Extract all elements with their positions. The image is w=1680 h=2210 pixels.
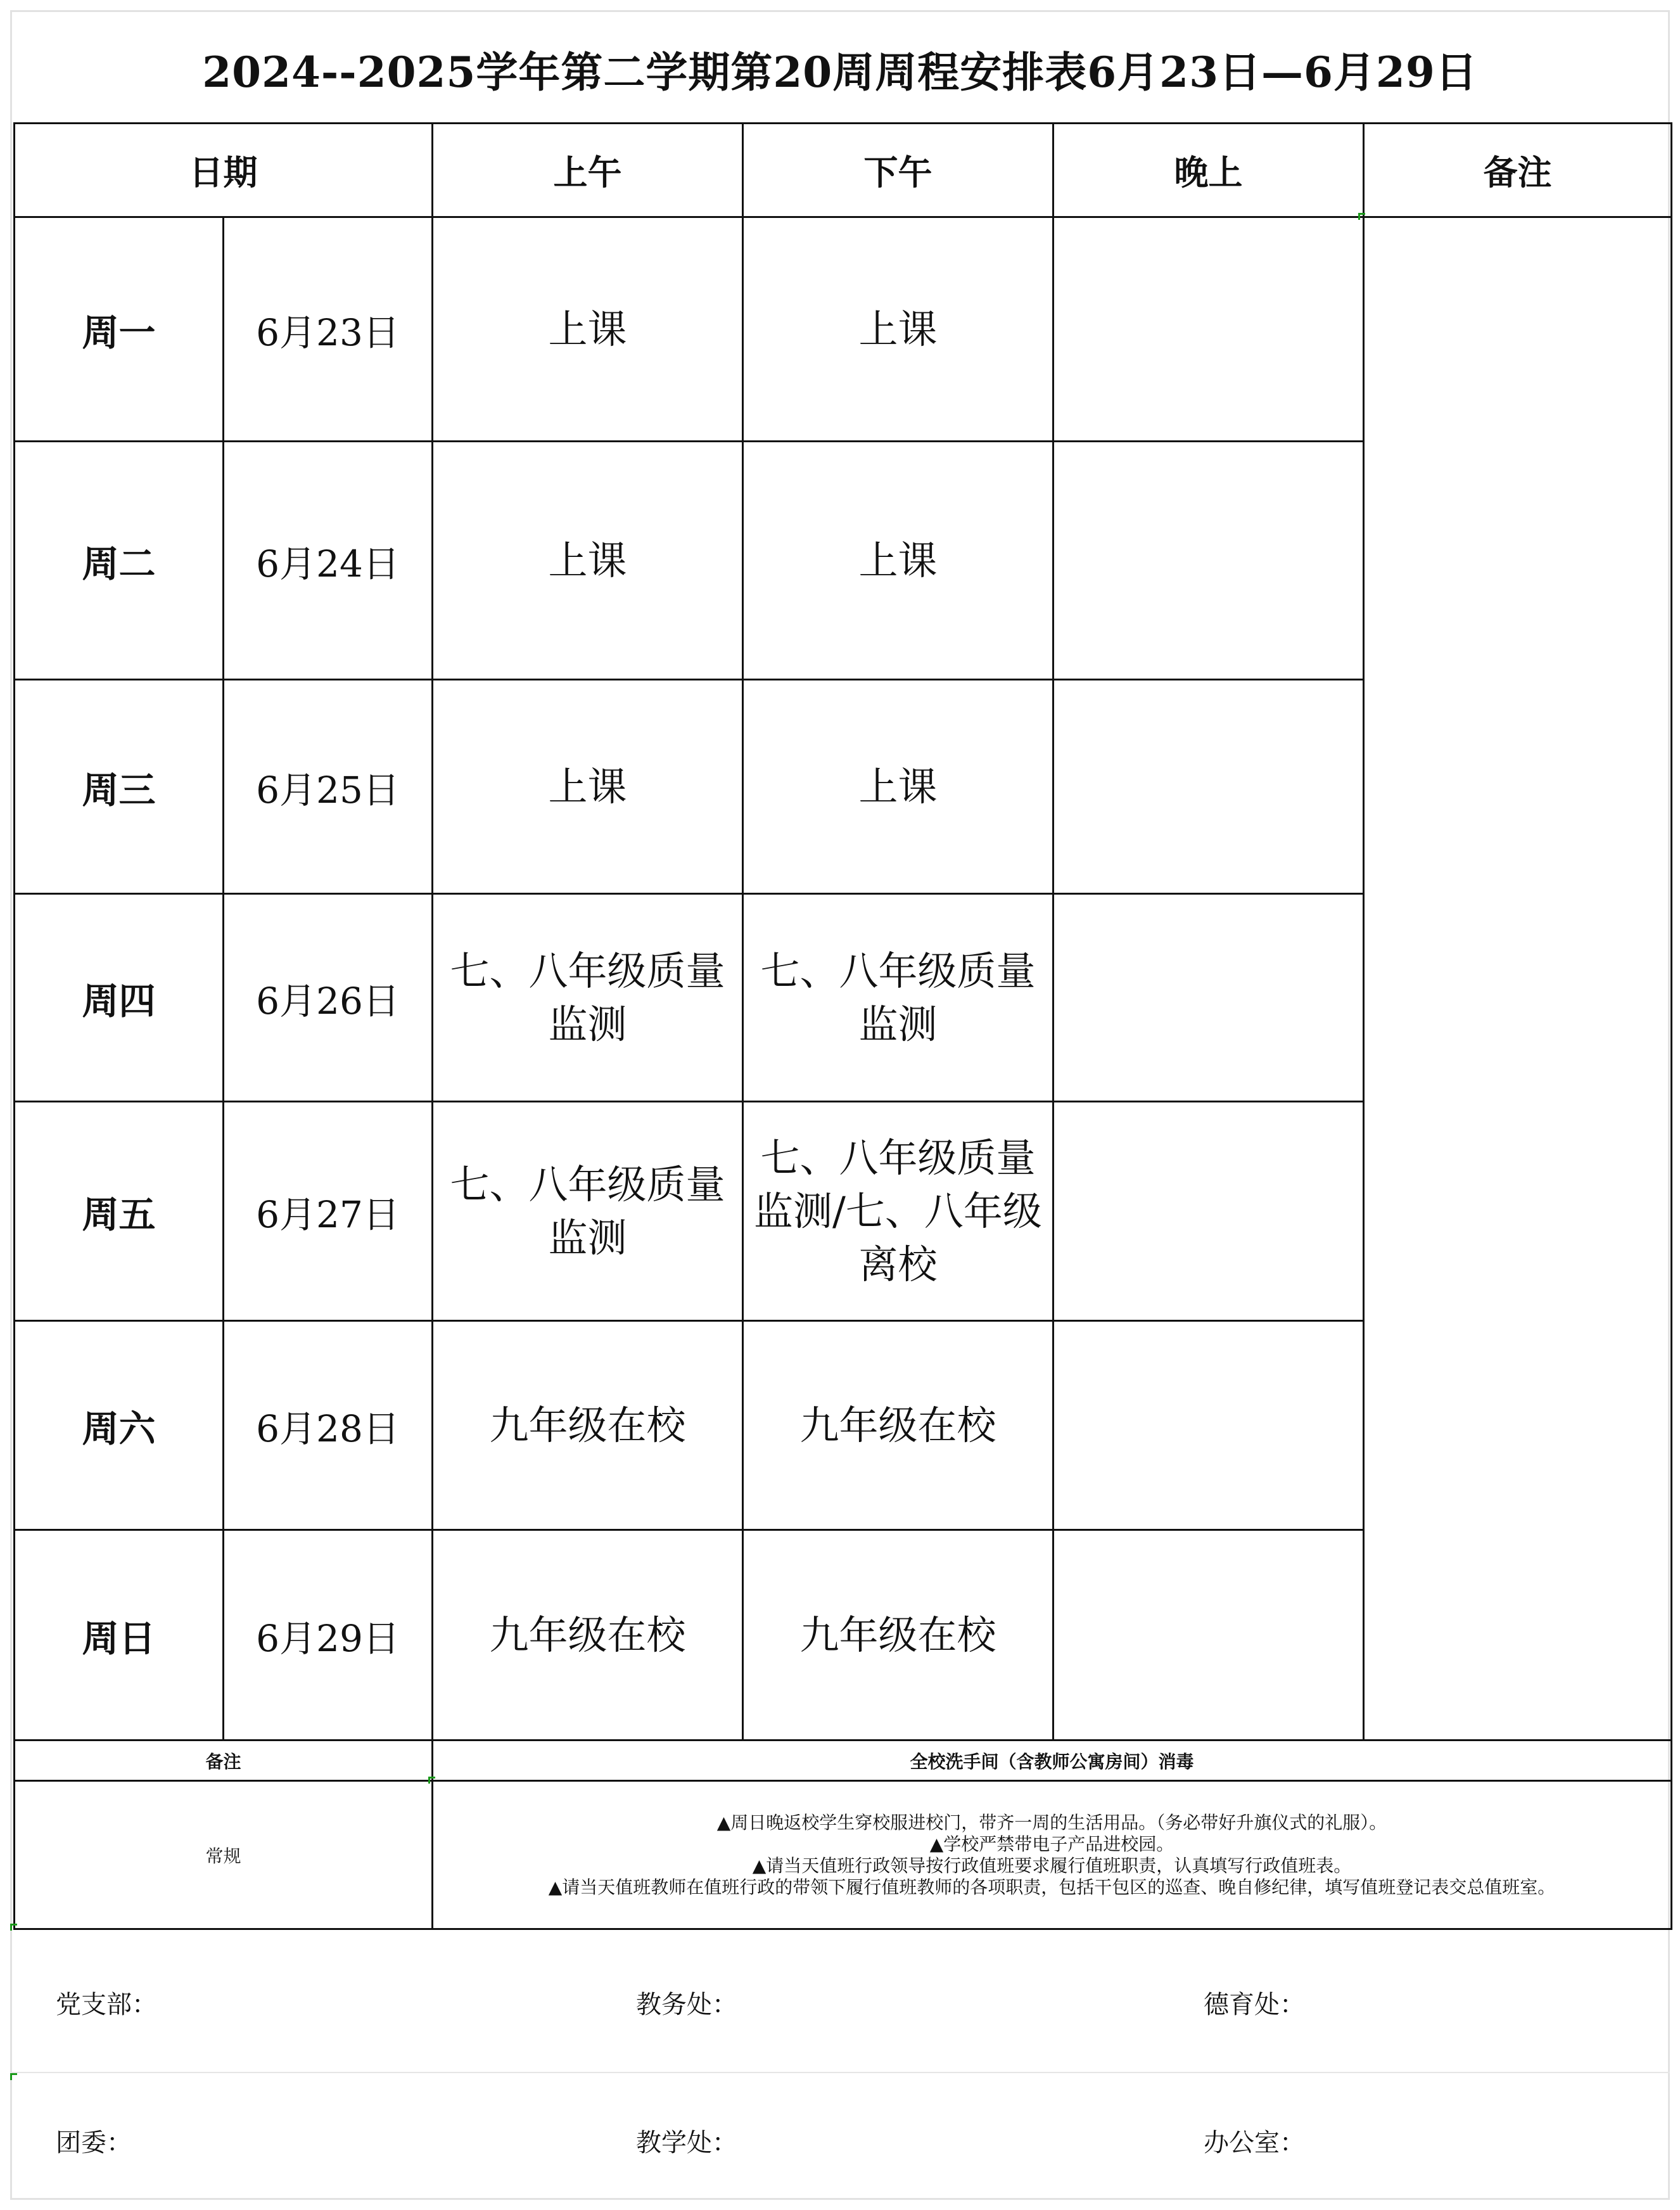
corner-mark [10, 1924, 17, 1931]
signature-youth-league: 团委： [56, 2128, 132, 2157]
afternoon-cell: 上课 [743, 680, 1053, 894]
routine-line: ▲周日晚返校学生穿校服进校门，带齐一周的生活用品。（务必带好升旗仪式的礼服）。 [716, 1811, 1387, 1833]
day-cell: 周三 [15, 680, 224, 894]
morning-cell: 七、八年级质量监测 [433, 1102, 743, 1321]
day-cell: 周二 [15, 442, 224, 680]
date-cell: 6月23日 [224, 217, 433, 442]
evening-cell [1053, 680, 1364, 894]
date-cell: 6月24日 [224, 442, 433, 680]
header-evening: 晚上 [1053, 124, 1364, 217]
day-cell: 周一 [15, 217, 224, 442]
evening-cell [1053, 1530, 1364, 1741]
evening-cell [1053, 894, 1364, 1102]
afternoon-cell: 九年级在校 [743, 1321, 1053, 1530]
morning-cell: 上课 [433, 442, 743, 680]
afternoon-cell: 七、八年级质量监测/七、八年级离校 [743, 1102, 1053, 1321]
table-row [15, 217, 1672, 442]
header-row [15, 124, 1672, 217]
morning-cell: 上课 [433, 217, 743, 442]
date-cell: 6月27日 [224, 1102, 433, 1321]
corner-mark [1358, 213, 1365, 220]
morning-cell: 九年级在校 [433, 1321, 743, 1530]
date-cell: 6月28日 [224, 1321, 433, 1530]
evening-cell [1053, 1321, 1364, 1530]
routine-label: 常规 [15, 1781, 433, 1929]
header-date: 日期 [15, 124, 433, 217]
routine-line: ▲请当天值班行政领导按行政值班要求履行值班职责，认真填写行政值班表。 [752, 1855, 1352, 1876]
note-label: 备注 [15, 1741, 433, 1781]
signature-party-branch: 党支部： [56, 1990, 157, 2019]
header-afternoon: 下午 [743, 124, 1053, 217]
signature-general-office: 办公室： [1204, 2128, 1305, 2157]
morning-cell: 九年级在校 [433, 1530, 743, 1741]
schedule-table [13, 122, 1672, 1930]
day-cell: 周四 [15, 894, 224, 1102]
morning-cell: 上课 [433, 680, 743, 894]
corner-mark [10, 2073, 17, 2080]
routine-row [15, 1781, 1672, 1929]
corner-mark [428, 1777, 435, 1784]
signature-row [46, 2115, 1629, 2166]
afternoon-cell: 七、八年级质量监测 [743, 894, 1053, 1102]
day-cell: 周六 [15, 1321, 224, 1530]
date-cell: 6月26日 [224, 894, 433, 1102]
note-row [15, 1741, 1672, 1781]
afternoon-cell: 九年级在校 [743, 1530, 1053, 1741]
morning-cell: 七、八年级质量监测 [433, 894, 743, 1102]
routine-text [433, 1781, 1672, 1929]
day-cell: 周日 [15, 1530, 224, 1741]
afternoon-cell: 上课 [743, 217, 1053, 442]
header-morning: 上午 [433, 124, 743, 217]
routine-line: ▲学校严禁带电子产品进校园。 [929, 1833, 1174, 1855]
date-cell: 6月29日 [224, 1530, 433, 1741]
evening-cell [1053, 1102, 1364, 1321]
schedule-page [10, 10, 1670, 2200]
date-cell: 6月25日 [224, 680, 433, 894]
day-cell: 周五 [15, 1102, 224, 1321]
signature-teaching-office: 教学处： [636, 2128, 737, 2157]
signature-academic-affairs: 教务处： [636, 1990, 737, 2019]
evening-cell [1053, 217, 1364, 442]
page-title: 2024--2025学年第二学期第20周周程安排表6月23日—6月29日 [202, 47, 1478, 97]
evening-cell [1053, 442, 1364, 680]
signature-row [46, 1977, 1629, 2028]
note-text: 全校洗手间（含教师公寓房间）消毒 [433, 1741, 1672, 1781]
routine-line: ▲请当天值班教师在值班行政的带领下履行值班教师的各项职责，包括干包区的巡查、晚自修纪律，填写值班登记表交总值班室。 [548, 1876, 1556, 1898]
signature-moral-education: 德育处： [1204, 1990, 1305, 2019]
header-remarks: 备注 [1364, 124, 1672, 217]
divider [10, 2072, 1670, 2073]
afternoon-cell: 上课 [743, 442, 1053, 680]
remarks-cell [1364, 217, 1672, 1741]
